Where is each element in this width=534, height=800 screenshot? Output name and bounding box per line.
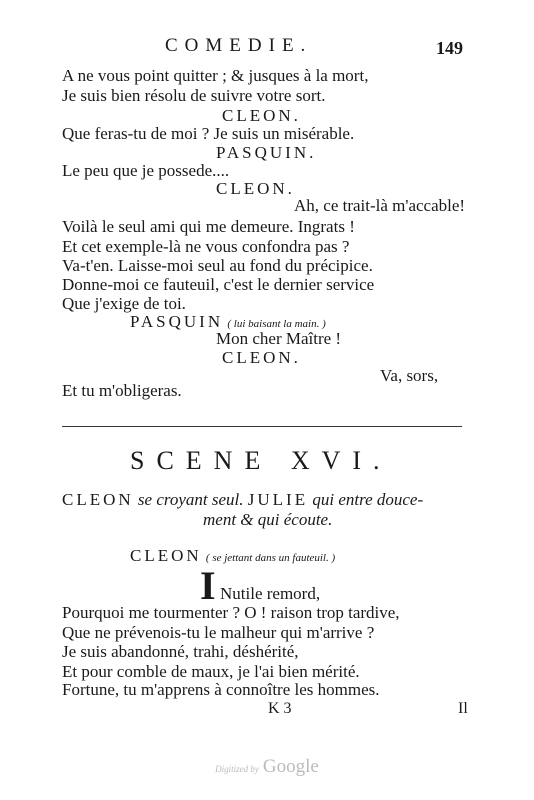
verse-line: A ne vous point quitter ; & jusques à la mort,	[62, 66, 369, 85]
speaker-pasquin: PASQUIN.	[216, 143, 317, 162]
cast-cleon-desc: se croyant seul.	[137, 490, 244, 509]
verse-line: Va, sors,	[380, 366, 439, 385]
section-rule	[62, 426, 462, 427]
watermark-small: Digitized by	[215, 764, 259, 774]
verse-line: Et cet exemple-là ne vous confondra pas ?	[62, 237, 350, 256]
speaker-cleon: CLEON.	[216, 179, 295, 198]
verse-line: Pourquoi me tourmenter ? O ! raison trop tardive,	[62, 603, 400, 622]
page-number: 149	[436, 38, 463, 58]
verse-line: Va-t'en. Laisse-moi seul au fond du précipice.	[62, 256, 373, 275]
google-watermark	[0, 756, 534, 778]
verse-line: Mon cher Maître !	[216, 329, 342, 348]
cast-cleon: CLEON	[62, 490, 134, 509]
verse-line: Fortune, tu m'apprens à connoître les hommes.	[62, 680, 380, 699]
verse-line: Voilà le seul ami qui me demeure. Ingrats !	[62, 217, 355, 236]
drop-cap: I	[200, 563, 216, 608]
speaker-cleon: CLEON	[130, 546, 202, 565]
cast-julie: JULIE	[247, 490, 309, 509]
scene-cast-line-2: ment & qui écoute.	[203, 510, 333, 529]
verse-line: Que ne prévenois-tu le malheur qui m'arrive ?	[62, 623, 375, 642]
speaker-cleon-line	[130, 546, 335, 568]
verse-line: Donne-moi ce fauteuil, c'est le dernier service	[62, 275, 375, 294]
catchword: Il	[458, 700, 468, 717]
verse-line: Le peu que je possede....	[62, 161, 230, 180]
speaker-cleon: CLEON.	[222, 106, 301, 125]
cast-julie-desc: qui entre douce-	[312, 490, 424, 509]
verse-line: Et pour comble de maux, je l'ai bien mérité.	[62, 662, 360, 681]
running-header-title: COMEDIE.	[165, 35, 313, 56]
verse-line: Je suis bien résolu de suivre votre sort.	[62, 86, 326, 105]
verse-line: Ah, ce trait-là m'accable!	[294, 196, 466, 215]
verse-line: Je suis abandonné, trahi, déshérité,	[62, 642, 299, 661]
signature-mark: K 3	[268, 700, 292, 717]
verse-line: Que feras-tu de moi ? Je suis un misérable.	[62, 124, 355, 143]
scene-title: SCENE XVI.	[130, 446, 392, 475]
verse-line: Et tu m'obligeras.	[62, 381, 182, 400]
speaker-cleon: CLEON.	[222, 348, 301, 367]
stage-direction: ( lui baisant la main. )	[227, 318, 326, 330]
stage-direction: ( se jettant dans un fauteuil. )	[205, 552, 336, 564]
verse-line: Que j'exige de toi.	[62, 294, 186, 313]
verse-line: Nutile remord,	[220, 584, 321, 603]
scene-cast-line	[62, 490, 423, 510]
speaker-pasquin: PASQUIN	[130, 312, 224, 331]
watermark-logo: Google	[262, 756, 319, 777]
